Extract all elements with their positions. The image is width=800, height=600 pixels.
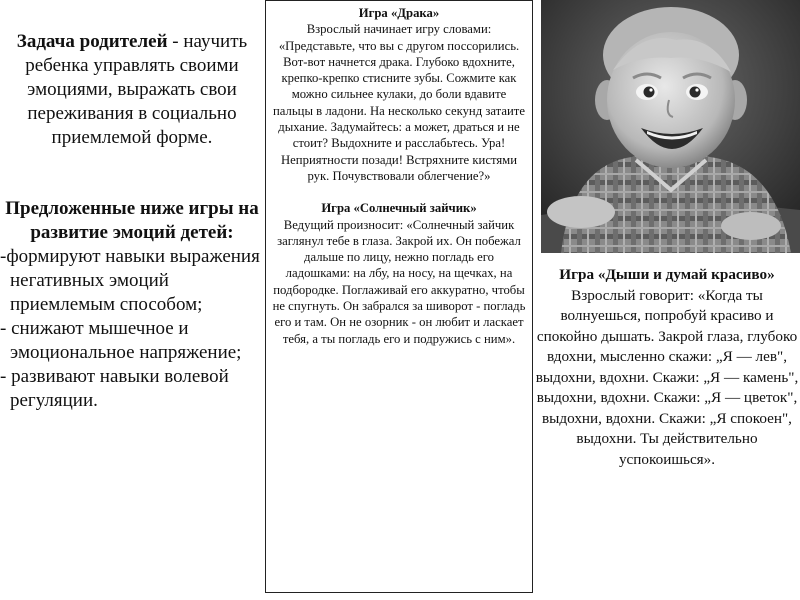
- benefit-item: - снижают мышечное и эмоциональное напряжение;: [0, 318, 242, 363]
- game-breathe-title: Игра «Дыши и думай красиво»: [559, 266, 775, 283]
- benefit-item: -формируют навыки выражения негативных эмоций приемлемым способом;: [0, 246, 260, 315]
- game-sunbeam-text: Ведущий произносит: «Солнечный зайчик заглянул тебе в глаза. Закрой их. Он побежал дальше по лицу, нежно погладь его ладошками: на лбу, на носу, на щечках, на подбородке. Поглаживай его аккуратно, чтобы не спугнуть. Он забрался за шиворот - погладь его и там. Он не озорник - он любит и ласкает тебя, а ты погладь его и подружись с ним».: [272, 217, 526, 346]
- benefit-item: - развивают навыки волевой регуляции.: [0, 366, 229, 411]
- games-list-title: Предложенные ниже игры на развитие эмоций детей:: [5, 198, 259, 243]
- parents-goal-heading: Задача родителей: [16, 31, 168, 52]
- game-sunbeam-title: Игра «Солнечный зайчик»: [321, 201, 477, 216]
- games-text-box: [265, 0, 533, 593]
- game-breathe-text: Взрослый говорит: «Когда ты волнуешься, попробуй красиво и спокойно дышать. Закрой глаза, глубоко вдохни, мысленно скажи: „Я — лев", выдохни, вдохни. Скажи: „Я — камень", выдохни, вдохни. Скажи: „Я — цветок", выдохни, вдохни. Скажи: „Я спокоен", выдохни. Ты действительно успокоишься».: [535, 286, 799, 468]
- smiling-child-photo: [541, 0, 800, 253]
- game-fight-text: Взрослый начинает игру словами: «Представьте, что вы с другом поссорились. Вот-вот начнется драка. Глубоко вдохните, крепко-крепко стисните зубы. Сожмите как можно сильнее кулаки, до боли вдавите пальцы в ладони. На несколько секунд затаите дыхание. Задумайтесь: а может, драться и не стоит? Выдохните и расслабьтесь. Ура! Неприятности позади! Встряхните кистями рук. Почувствовали облегчение?»: [273, 22, 525, 183]
- right-text-block: [534, 265, 800, 470]
- parents-goal-text: - научить ребенка управлять своими эмоциями, выражать свои переживания в социально приемлемой форме.: [25, 31, 248, 148]
- game-fight-title: Игра «Драка»: [358, 6, 440, 20]
- games-benefits-list: [0, 245, 264, 413]
- parents-goal-paragraph: [0, 30, 264, 150]
- spacer: [272, 184, 526, 200]
- child-photo-illustration: [541, 0, 800, 253]
- left-column: [0, 30, 264, 413]
